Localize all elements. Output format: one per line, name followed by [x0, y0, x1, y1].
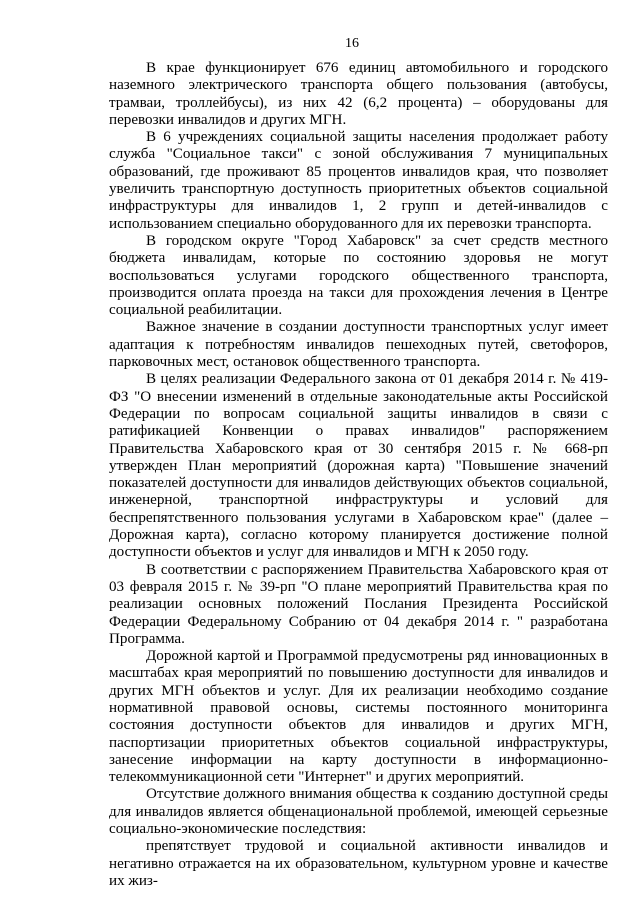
paragraph-innovative-measures: Дорожной картой и Программой предусмотрены ряд инновационных в масштабах края мероприятий по повышению доступности для инвалидов и других МГН объектов и услуг. Для их реализации необходимо создание нормативной правовой основы, системы постоянного мониторинга состояния доступности объектов для инвалидов и других МГН, паспортизации приоритетных объектов социальной инфраструктуры, занесение информации на карту доступности в информационно-телекоммуникационной сети "Интернет" и других мероприятий. [109, 648, 608, 786]
paragraph-pedestrian-adaptation: Важное значение в создании доступности транспортных услуг имеет адаптация к потребностям инвалидов пешеходных путей, светофоров, парковочных мест, остановок общественного транспорта. [109, 319, 608, 371]
page-number: 16 [345, 36, 359, 51]
paragraph-khabarovsk-taxi: В городском округе "Город Хабаровск" за счет средств местного бюджета инвалидам, которые по состоянию здоровья не могут воспользоваться услугами городского общественного транспорта, производится оплата проезда на такси для прохождения лечения в Центре социальной реабилитации. [109, 232, 608, 319]
paragraph-consequences: препятствует трудовой и социальной активности инвалидов и негативно отражается на их образовательном, культурном уровне и качестве их жиз- [109, 838, 608, 889]
document-body [109, 60, 608, 890]
paragraph-program-basis: В соответствии с распоряжением Правительства Хабаровского края от 03 февраля 2015 г. № 39-рп "О плане мероприятий Правительства края по реализации основных положений Послания Президента Российской Федерации Федеральному Собранию от 04 декабря 2014 г. " разработана Программа. [109, 561, 608, 647]
paragraph-national-problem: Отсутствие должного внимания общества к созданию доступной среды для инвалидов является общенациональной проблемой, имеющей серьезные социально-экономические последствия: [109, 786, 608, 838]
paragraph-social-taxi: В 6 учреждениях социальной защиты населения продолжает работу служба "Социальное такси" с зоной обслуживания 7 муниципальных образований, где проживают 85 процентов инвалидов края, что позволяет увеличить транспортную доступность приоритетных объектов социальной инфраструктуры для инвалидов 1, 2 групп и детей-инвалидов с использованием специально оборудованного для их перевозки транспорта. [109, 129, 608, 232]
paragraph-roadmap: В целях реализации Федерального закона от 01 декабря 2014 г. № 419-ФЗ "О внесении изменений в отдельные законодательные акты Российской Федерации по вопросам социальной защиты инвалидов в связи с ратификацией Конвенции о правах инвалидов" распоряжением Правительства Хабаровского края от 30 сентября 2015 г. № 668-рп утвержден План мероприятий (дорожная карта) "Повышение значений показателей доступности для инвалидов действующих объектов социальной, инженерной, транспортной инфраструктуры и условий для беспрепятственного пользования услугами в Хабаровском крае" (далее – Дорожная карта), согласно которому планируется достижение полной доступности объектов и услуг для инвалидов и МГН к 2050 году. [109, 371, 608, 561]
paragraph-transport-fleet: В крае функционирует 676 единиц автомобильного и городского наземного электрического транспорта общего пользования (автобусы, трамваи, троллейбусы), из них 42 (6,2 процента) – оборудованы для перевозки инвалидов и других МГН. [109, 60, 608, 128]
